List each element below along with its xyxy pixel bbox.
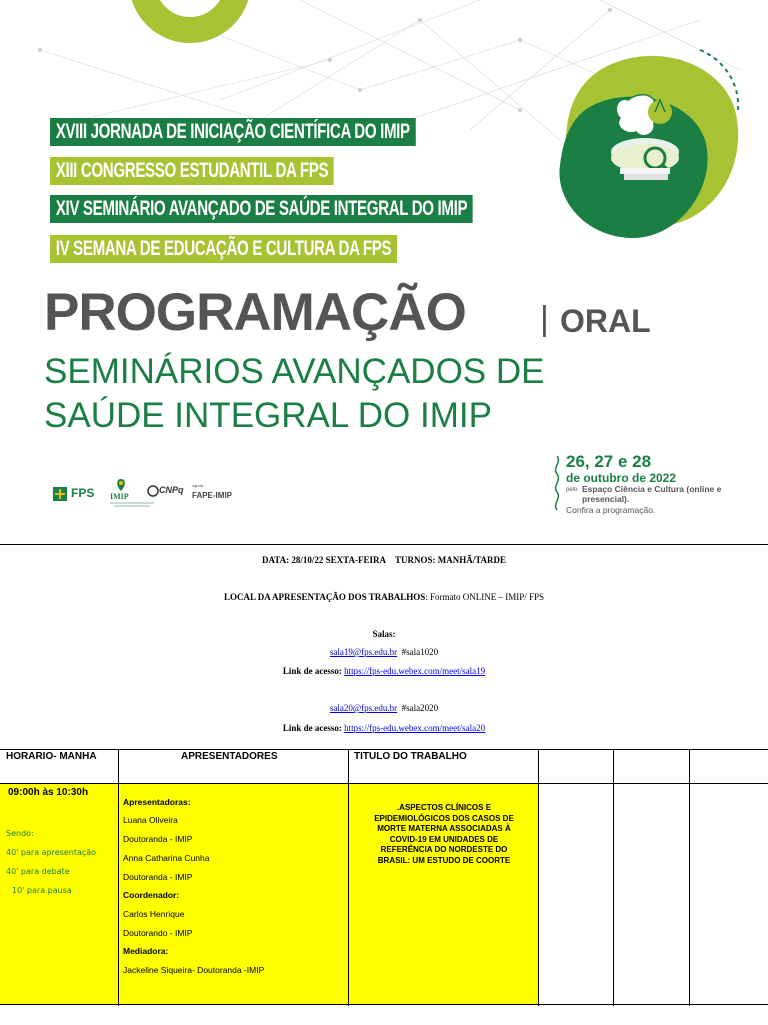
fape-prefix: Apoio xyxy=(192,483,204,488)
banner-jornada: XVIII JORNADA DE INICIAÇÃO CIENTÍFICA DO IMIP xyxy=(50,118,416,146)
work-title-line: REFERÊNCIA DO NORDESTE DO xyxy=(380,845,508,854)
sala20-email-link[interactable]: sala20@fps.edu.br xyxy=(329,703,398,713)
cnpq-icon xyxy=(147,485,159,497)
imip-caption-icon xyxy=(110,501,154,509)
presenter-1-role: Doutoranda - IMIP xyxy=(123,834,193,844)
sala19-access-line xyxy=(0,666,768,676)
column-empty-1 xyxy=(539,749,614,1006)
subtitle-line-2: SAÚDE INTEGRAL DO IMIP xyxy=(44,396,492,435)
fps-logo: FPS xyxy=(71,486,95,500)
column-titulo xyxy=(349,749,539,1006)
work-title-line: MORTE MATERNA ASSOCIADAS À xyxy=(377,824,511,833)
event-venue-prefix: pelo xyxy=(566,487,578,493)
banner-seminario: XIV SEMINÁRIO AVANÇADO DE SAÚDE INTEGRAL DO IMIP xyxy=(50,195,473,223)
banner-semana: IV SEMANA DE EDUCAÇÃO E CULTURA DA FPS xyxy=(50,235,397,263)
schedule-table xyxy=(0,749,768,1006)
event-dates: 26, 27 e 28 xyxy=(566,452,652,471)
coordinator-role: Doutorando - IMIP xyxy=(123,928,193,938)
fps-shield-icon xyxy=(52,486,68,502)
banner-congresso: XIII CONGRESSO ESTUDANTIL DA FPS xyxy=(50,157,334,185)
mediator-name: Jackeline Siqueira- Doutoranda -IMIP xyxy=(123,965,265,975)
link-label: Link de acesso: xyxy=(282,723,342,733)
fape-logo: FAPE-IMIP xyxy=(192,491,233,500)
title-separator: | xyxy=(540,300,549,338)
mediadora-label: Mediadora xyxy=(123,946,166,956)
local-line xyxy=(0,592,768,602)
work-title: .ASPECTOS CLÍNICOS E EPIDEMIOLÓGICOS DOS CASOS DE MORTE MATERNA ASSOCIADAS À COVID-19 EM UNIDADES DE REFERÊNCIA DO NORDESTE DO BRASIL: UM ESTUDO DE COORTE xyxy=(352,803,536,866)
presenter-2-name: Anna Catharina Cunha xyxy=(123,853,210,863)
apresentadoras-label: Apresentadoras xyxy=(123,797,188,807)
coordenador-label: Coordenador xyxy=(123,890,177,900)
header-horario: HORARIO- MANHA xyxy=(6,751,97,762)
date-label: DATA: xyxy=(261,555,290,565)
event-venue: Espaço Ciência e Cultura (online e presencial). xyxy=(582,484,722,504)
work-title-line: COVID-19 EM UNIDADES DE xyxy=(389,834,499,844)
turnos-value: MANHÃ/TARDE xyxy=(437,555,507,565)
sala19-line xyxy=(0,647,768,657)
salas-label: Salas: xyxy=(372,629,396,639)
pause-duration: 10' para pausa xyxy=(12,886,72,895)
subtitle-line-1: SEMINÁRIOS AVANÇADOS DE xyxy=(44,352,545,391)
turnos-label: TURNOS: xyxy=(394,555,436,565)
date-line xyxy=(0,555,768,565)
header-apresentadores: APRESENTADORES xyxy=(181,751,278,762)
local-label: LOCAL DA APRESENTAÇÃO DOS TRABALHOS xyxy=(224,592,426,602)
sala20-code: #sala2020 xyxy=(401,703,439,713)
imip-logo: IMIP xyxy=(110,492,129,501)
title-suffix: ORAL xyxy=(560,303,651,339)
research-brain-icon xyxy=(559,50,738,238)
event-cta: Confira a programação. xyxy=(566,505,656,515)
cnpq-logo: CNPq xyxy=(159,485,184,495)
sponsor-logos xyxy=(52,478,242,514)
sala19-email-link[interactable]: sala19@fps.edu.br xyxy=(329,647,398,657)
page-title: PROGRAMAÇÃO xyxy=(44,283,466,342)
coordinator-name: Carlos Henrique xyxy=(123,909,185,919)
apresentadoras-heading: Apresentadoras: xyxy=(123,797,191,807)
ring-decoration xyxy=(142,0,238,30)
presenter-1-name: Luana Oliveira xyxy=(123,815,178,825)
sala20-line xyxy=(0,703,768,713)
local-value: : Formato ONLINE – IMIP/ FPS xyxy=(425,592,544,602)
work-title-line: BRASIL: UM ESTUDO DE COORTE xyxy=(377,855,511,865)
column-empty-2 xyxy=(614,749,690,1006)
work-title-line: ASPECTOS CLÍNICOS E xyxy=(399,803,492,812)
coordenador-heading: Coordenador: xyxy=(123,890,180,900)
work-title-line: EPIDEMIOLÓGICOS DOS CASOS DE xyxy=(374,813,514,823)
sala19-code: #sala1020 xyxy=(401,647,439,657)
presenter-2-role: Doutoranda - IMIP xyxy=(123,872,193,882)
date-value: 28/10/22 SEXTA-FEIRA xyxy=(291,555,386,565)
sala20-webex-link[interactable]: https://fps-edu.webex.com/meet/sala20 xyxy=(344,723,486,733)
sala19-webex-link[interactable]: https://fps-edu.webex.com/meet/sala19 xyxy=(344,666,486,676)
debate-duration: 40' para debate xyxy=(6,867,70,876)
presentation-duration: 40' para apresentação xyxy=(6,848,97,857)
session-time: 09:00h às 10:30h xyxy=(8,787,89,798)
header-titulo: TITULO DO TRABALHO xyxy=(354,751,467,762)
sala20-access-line xyxy=(0,723,768,733)
squiggle-icon xyxy=(552,454,562,514)
event-month: de outubro de 2022 xyxy=(566,471,677,485)
link-label: Link de acesso: xyxy=(282,666,342,676)
sendo-label: Sendo: xyxy=(6,829,34,838)
imip-mark-icon xyxy=(112,478,130,492)
mediadora-heading: Mediadora: xyxy=(123,946,169,956)
